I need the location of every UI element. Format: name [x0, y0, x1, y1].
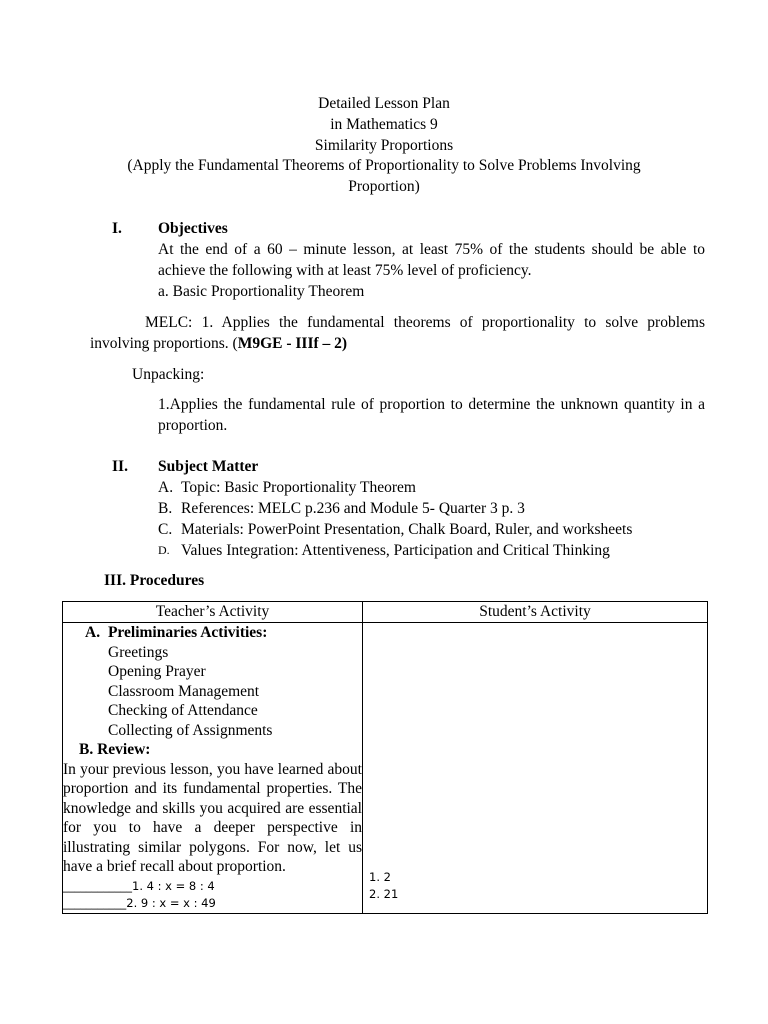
- subject-item-b-letter: B.: [158, 500, 173, 517]
- student-answer-2: 2. 21: [369, 886, 399, 901]
- objectives-heading: Objectives: [158, 220, 228, 237]
- title-line-4: (Apply the Fundamental Theorems of Proportionality to Solve Problems Involving: [127, 157, 641, 174]
- preliminaries-heading: [63, 623, 362, 643]
- melc-text: MELC: 1. Applies the fundamental theorems of proportionality to solve problems involving proportions. (: [90, 314, 705, 352]
- subject-item-a: Topic: Basic Proportionality Theorem: [181, 479, 416, 496]
- subject-item-d-letter: D.: [158, 543, 170, 557]
- student-activity-cell: [363, 623, 708, 914]
- question-text: 1. 4 : x = 8 : 4: [132, 878, 215, 893]
- student-answer-1: 1. 2: [369, 869, 391, 884]
- subject-matter-numeral: II.: [112, 458, 128, 475]
- student-activity-header: Student’s Activity: [363, 602, 708, 623]
- answer-blank: ____________: [63, 878, 132, 893]
- procedures-table: [62, 601, 708, 914]
- preliminaries-title: Preliminaries Activities:: [107, 624, 268, 641]
- objectives-item-a: a. Basic Proportionality Theorem: [158, 283, 365, 300]
- title-line-5: Proportion): [348, 178, 420, 195]
- objectives-text: At the end of a 60 – minute lesson, at least 75% of the students should be able to achieve the following with at least 75% level of proficiency.: [158, 241, 705, 279]
- table-header-row: [63, 602, 708, 623]
- preliminaries-letter: A.: [85, 624, 101, 641]
- subject-matter-heading: Subject Matter: [158, 458, 259, 475]
- title-line-3: Similarity Proportions: [314, 137, 454, 154]
- procedures-heading: III. Procedures: [104, 572, 205, 589]
- review-heading: B. Review:: [79, 741, 151, 758]
- subject-item-c-letter: C.: [158, 521, 173, 538]
- prelim-item: Checking of Attendance: [108, 702, 258, 719]
- unpacking-text: 1.Applies the fundamental rule of proportion to determine the unknown quantity in a proportion.: [158, 396, 705, 434]
- melc-paragraph: [90, 312, 705, 354]
- table-row: [63, 623, 708, 914]
- student-answers: [369, 869, 398, 903]
- title-line-2: in Mathematics 9: [330, 116, 438, 133]
- prelim-item: Collecting of Assignments: [108, 721, 273, 739]
- unpacking-label: Unpacking:: [132, 366, 205, 383]
- answer-blank: ___________: [63, 895, 127, 910]
- review-question-2: [63, 895, 362, 912]
- review-text: In your previous lesson, you have learned about proportion and its fundamental properties. The knowledge and skills you acquired are essential for you to have a deeper perspective in illustrating similar polygons. For now, let us have a brief recall about proportion.: [63, 760, 362, 875]
- teacher-activity-header: Teacher’s Activity: [63, 602, 363, 623]
- prelim-item: Classroom Management: [108, 682, 260, 700]
- question-text: 2. 9 : x = x : 49: [126, 895, 216, 910]
- objectives-numeral: I.: [112, 220, 122, 237]
- subject-item-b: References: MELC p.236 and Module 5- Quarter 3 p. 3: [181, 500, 525, 517]
- review-question-1: [63, 878, 362, 895]
- title-line-1: Detailed Lesson Plan: [318, 95, 450, 112]
- teacher-activity-cell: [63, 623, 363, 914]
- melc-code: M9GE - IIIf – 2): [237, 335, 348, 352]
- prelim-item: Greetings: [108, 643, 169, 661]
- subject-item-a-letter: A.: [158, 479, 174, 496]
- prelim-item: Opening Prayer: [108, 663, 206, 680]
- subject-item-d: Values Integration: Attentiveness, Participation and Critical Thinking: [181, 542, 610, 559]
- subject-item-c: Materials: PowerPoint Presentation, Chalk Board, Ruler, and worksheets: [181, 521, 633, 538]
